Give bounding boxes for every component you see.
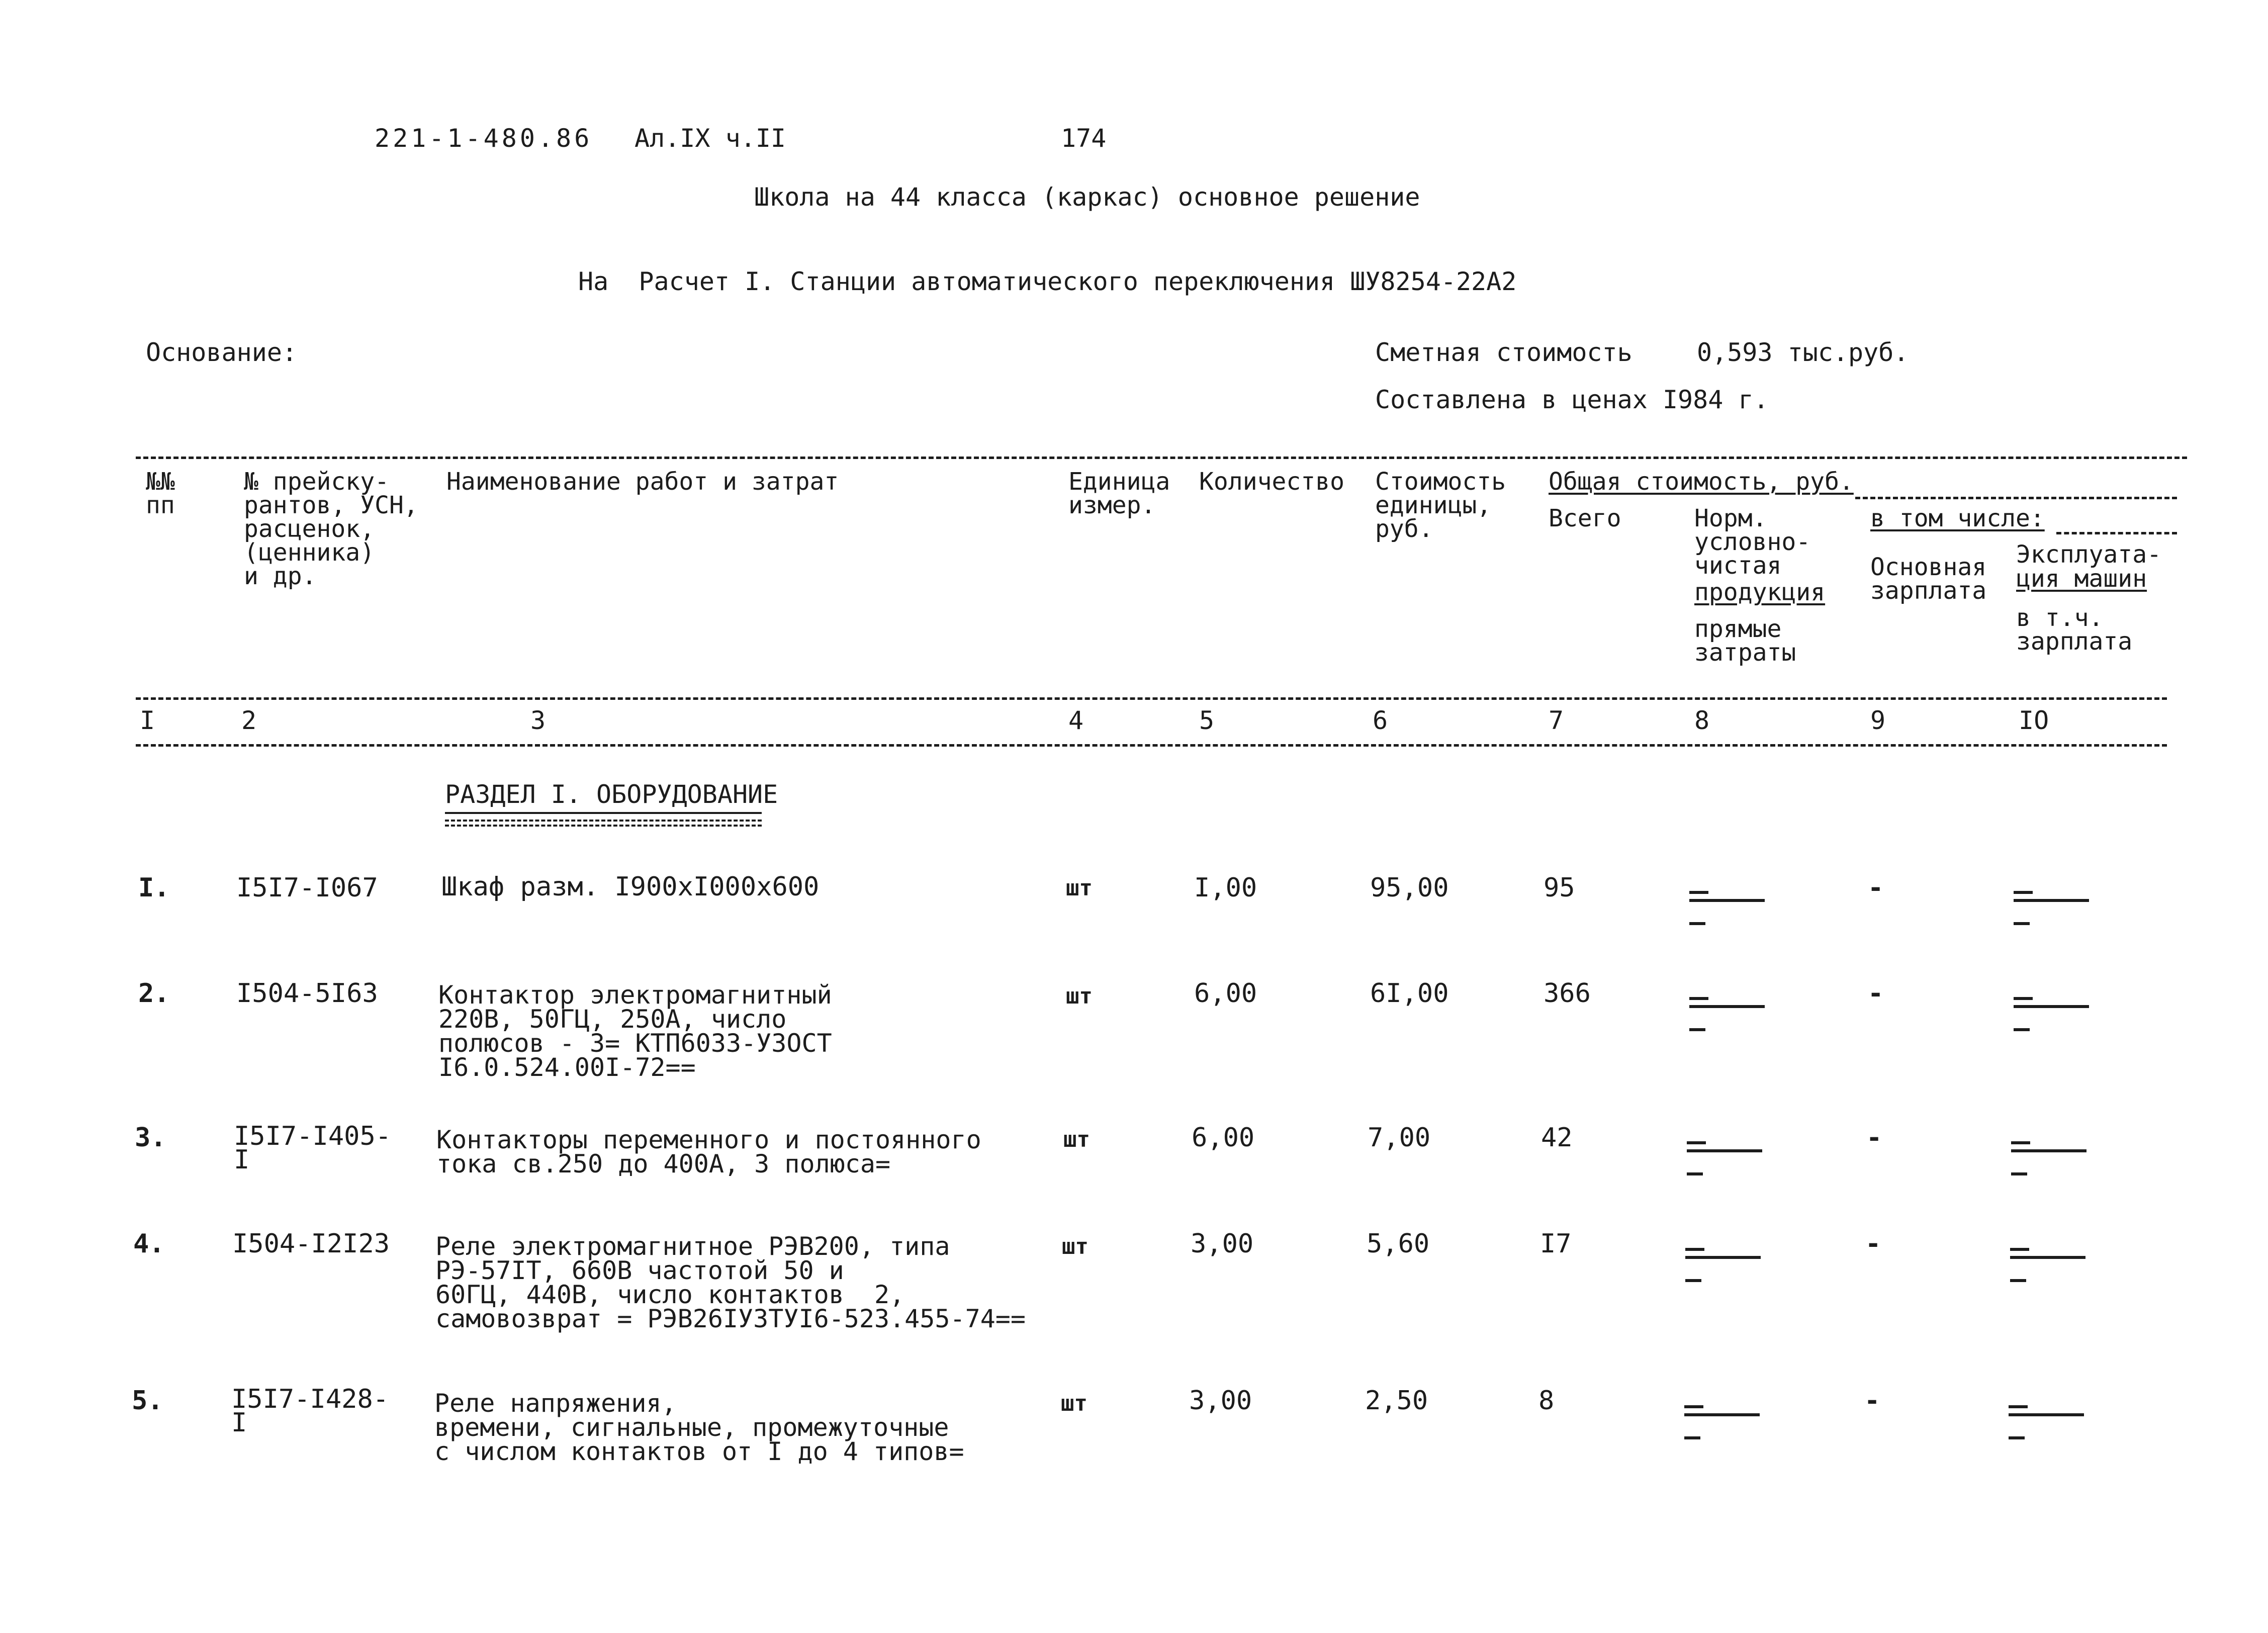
row1-col8-dash bbox=[1689, 891, 1765, 925]
row3-code: I5I7-I405- I bbox=[234, 1121, 392, 1175]
row5-quantity: 3,00 bbox=[1189, 1386, 1252, 1416]
col-header-unit-cost: Стоимость единицы, руб. bbox=[1375, 468, 1506, 543]
col-header-incl-group: в том числе: bbox=[1870, 504, 2045, 532]
col-header-unit: Единица измер. bbox=[1068, 468, 1170, 520]
row2-unit: шт bbox=[1066, 983, 1093, 1009]
row2-number: 2. bbox=[138, 978, 170, 1009]
row1-number: I. bbox=[138, 873, 170, 903]
col-header-machine-operation-underlined: ция машин bbox=[2016, 565, 2147, 593]
row5-number: 5. bbox=[132, 1386, 163, 1416]
calculation-subtitle: На Расчет I. Станции автоматического переключения ШУ8254-22А2 bbox=[578, 267, 1517, 296]
col-number-1: I bbox=[140, 706, 155, 735]
col-header-pricelist: № прейску- рантов, УСН, расценок, (ценника) и др. bbox=[244, 468, 418, 591]
table-top-rule bbox=[136, 457, 2187, 459]
row5-col8-dash bbox=[1684, 1405, 1760, 1439]
row1-total: 95 bbox=[1544, 873, 1575, 903]
row2-col8-dash bbox=[1689, 997, 1765, 1031]
row5-code: I5I7-I428- I bbox=[231, 1384, 389, 1438]
col-number-10: IO bbox=[2019, 706, 2049, 735]
row5-col10-dash bbox=[2009, 1405, 2084, 1439]
document-title: Школа на 44 класса (каркас) основное решение bbox=[754, 183, 1420, 212]
row1-unit-cost: 95,00 bbox=[1370, 873, 1449, 903]
col-header-total: Всего bbox=[1549, 504, 1621, 532]
row3-unit-cost: 7,00 bbox=[1368, 1123, 1431, 1153]
col-number-6: 6 bbox=[1373, 706, 1388, 735]
row5-total: 8 bbox=[1538, 1386, 1555, 1416]
col-header-base-salary: Основная зарплата bbox=[1870, 553, 1987, 605]
row3-col10-dash bbox=[2011, 1141, 2086, 1175]
row3-unit: шт bbox=[1063, 1127, 1090, 1152]
row4-code: I504-I2I23 bbox=[232, 1229, 390, 1259]
estimated-cost-value: 0,593 тыс.руб. bbox=[1697, 338, 1909, 367]
row4-unit-cost: 5,60 bbox=[1367, 1229, 1430, 1259]
section-underline-3 bbox=[445, 825, 762, 827]
col-header-net-product-underlined: продукция bbox=[1694, 578, 1826, 606]
album-reference: Ал.IX ч.II bbox=[634, 124, 786, 153]
section-underline-1 bbox=[445, 812, 762, 814]
row1-name: Шкаф разм. I900хI000х600 bbox=[441, 872, 820, 902]
row1-base-salary: - bbox=[1868, 873, 1884, 903]
col-number-9: 9 bbox=[1870, 706, 1886, 735]
col-header-quantity: Количество bbox=[1199, 468, 1344, 496]
col-number-2: 2 bbox=[241, 706, 257, 735]
row4-col10-dash bbox=[2010, 1248, 2085, 1282]
row3-quantity: 6,00 bbox=[1192, 1123, 1255, 1153]
row4-total: I7 bbox=[1540, 1229, 1572, 1259]
row2-unit-cost: 6I,00 bbox=[1370, 978, 1449, 1009]
document-code: 221-1-480.86 bbox=[375, 124, 593, 153]
col-header-total-group: Общая стоимость, руб. bbox=[1549, 468, 1854, 496]
col-number-4: 4 bbox=[1068, 706, 1084, 735]
row2-code: I504-5I63 bbox=[236, 978, 378, 1009]
basis-label: Основание: bbox=[146, 338, 298, 367]
row4-quantity: 3,00 bbox=[1191, 1229, 1254, 1259]
row4-name: Реле электромагнитное РЭВ200, типа РЭ-57IТ, 660В частотой 50 и 60ГЦ, 440В, число контактов 2, самовозврат = РЭВ26IУ3ТУI6-523.455-74== bbox=[435, 1232, 1026, 1333]
row1-col10-dash bbox=[2014, 891, 2089, 925]
col-number-7: 7 bbox=[1549, 706, 1564, 735]
row5-base-salary: - bbox=[1864, 1386, 1880, 1416]
row5-unit: шт bbox=[1061, 1391, 1087, 1416]
row3-name: Контакторы переменного и постоянного тока св.250 до 400А, 3 полюса= bbox=[436, 1125, 981, 1178]
col-header-direct-costs: прямые затраты bbox=[1694, 615, 1796, 667]
row5-unit-cost: 2,50 bbox=[1365, 1386, 1428, 1416]
row1-quantity: I,00 bbox=[1194, 873, 1257, 903]
row3-base-salary: - bbox=[1866, 1123, 1882, 1153]
col-header-name: Наименование работ и затрат bbox=[446, 468, 839, 496]
col-number-3: 3 bbox=[530, 706, 546, 735]
row4-base-salary: - bbox=[1865, 1229, 1881, 1259]
col-header-number: №№ пп bbox=[146, 468, 175, 520]
row2-col10-dash bbox=[2014, 997, 2089, 1031]
row3-col8-dash bbox=[1687, 1141, 1762, 1175]
col-number-8: 8 bbox=[1694, 706, 1710, 735]
col-header-machine-operation: Эксплуата- bbox=[2016, 540, 2161, 569]
row2-name: Контактор электромагнитный 220В, 50ГЦ, 250А, число полюсов - 3= КТП6033-У3ОСТ I6.0.524.00I-72== bbox=[438, 980, 832, 1082]
row3-total: 42 bbox=[1541, 1123, 1573, 1153]
row4-unit: шт bbox=[1062, 1234, 1088, 1259]
row5-name: Реле напряжения, времени, сигнальные, промежуточные с числом контактов от I до 4 типов= bbox=[434, 1389, 964, 1466]
row2-base-salary: - bbox=[1868, 978, 1884, 1009]
page-number: 174 bbox=[1061, 124, 1107, 153]
header-bottom-rule bbox=[136, 697, 2167, 700]
estimated-cost-label: Сметная стоимость bbox=[1375, 338, 1632, 367]
section-title: РАЗДЕЛ I. ОБОРУДОВАНИЕ bbox=[445, 780, 778, 809]
total-group-rule bbox=[1855, 497, 2177, 499]
row2-quantity: 6,00 bbox=[1194, 978, 1257, 1009]
section-underline-2 bbox=[445, 820, 762, 822]
price-level-note: Составлена в ценах I984 г. bbox=[1375, 385, 1769, 414]
row3-number: 3. bbox=[135, 1123, 166, 1153]
numbers-bottom-rule bbox=[136, 744, 2167, 747]
col-header-incl-salary: в т.ч. зарплата bbox=[2016, 604, 2133, 656]
row1-unit: шт bbox=[1066, 875, 1093, 901]
incl-group-rule bbox=[2056, 532, 2177, 534]
row2-total: 366 bbox=[1544, 978, 1591, 1009]
row1-code: I5I7-I067 bbox=[236, 873, 378, 903]
row4-number: 4. bbox=[133, 1229, 165, 1259]
row4-col8-dash bbox=[1685, 1248, 1761, 1282]
col-header-net-product: Норм. условно- чистая bbox=[1694, 504, 1811, 580]
col-number-5: 5 bbox=[1199, 706, 1215, 735]
